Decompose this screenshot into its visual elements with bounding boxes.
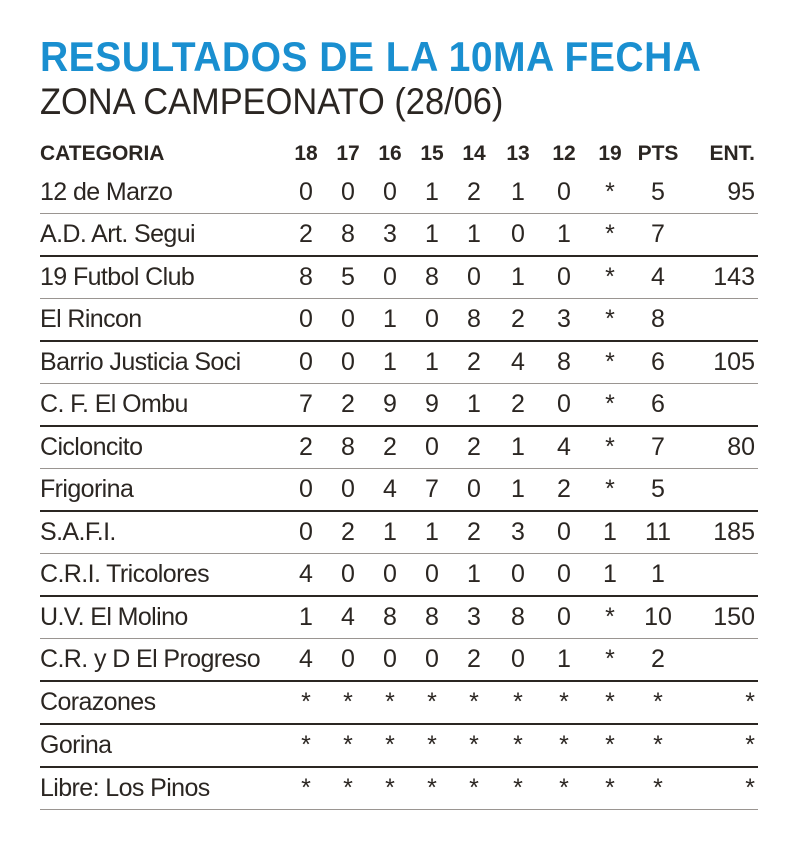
table-row [40,384,758,427]
score-cell: 2 [495,299,541,342]
score-cell: * [587,384,633,427]
score-cell: * [541,681,587,724]
score-cell: 4 [369,469,411,512]
score-cell: * [327,681,369,724]
score-cell: * [369,767,411,810]
header-col-16: 16 [378,142,402,165]
table-row [40,256,758,299]
score-cell: 1 [587,511,633,554]
score-cell: 2 [453,341,495,384]
header-col-18: 18 [294,142,318,165]
score-cell: * [587,724,633,767]
score-cell: * [495,724,541,767]
ent-cell: * [683,724,758,767]
team-name: A.D. Art. Segui [40,214,285,257]
table-row [40,724,758,767]
score-cell: * [285,767,327,810]
ent-cell [683,469,758,512]
pts-cell: * [633,767,683,810]
score-cell: 0 [285,172,327,214]
table-row [40,299,758,342]
score-cell: 9 [369,384,411,427]
score-cell: 1 [587,554,633,597]
results-panel [40,34,758,810]
ent-cell: 80 [683,426,758,469]
team-name: Gorina [40,724,285,767]
pts-cell: 10 [633,596,683,639]
score-cell: 7 [411,469,453,512]
score-cell: 4 [285,639,327,682]
score-cell: 2 [327,511,369,554]
score-cell: 2 [453,426,495,469]
ent-cell: 185 [683,511,758,554]
ent-cell: 95 [683,172,758,214]
score-cell: 8 [327,214,369,257]
score-cell: * [369,681,411,724]
score-cell: 0 [285,511,327,554]
score-cell: 0 [327,469,369,512]
pts-cell: 8 [633,299,683,342]
score-cell: 0 [369,172,411,214]
score-cell: 0 [411,426,453,469]
score-cell: * [369,724,411,767]
pts-cell: 5 [633,172,683,214]
score-cell: 1 [495,172,541,214]
table-row [40,554,758,597]
score-cell: 0 [541,172,587,214]
score-cell: 0 [495,639,541,682]
ent-cell [683,384,758,427]
score-cell: * [453,681,495,724]
score-cell: 0 [453,256,495,299]
team-name: Libre: Los Pinos [40,767,285,810]
score-cell: * [587,681,633,724]
score-cell: 4 [327,596,369,639]
header-col-15: 15 [420,142,444,165]
ent-cell: 105 [683,341,758,384]
score-cell: 3 [369,214,411,257]
ent-cell: 143 [683,256,758,299]
pts-cell: 7 [633,426,683,469]
score-cell: 0 [495,554,541,597]
ent-cell [683,554,758,597]
score-cell: 0 [411,554,453,597]
score-cell: 2 [285,426,327,469]
pts-cell: 4 [633,256,683,299]
team-name: Barrio Justicia Soci [40,341,285,384]
score-cell: 1 [369,511,411,554]
score-cell: 0 [369,554,411,597]
ent-cell [683,299,758,342]
score-cell: * [541,724,587,767]
score-cell: * [495,681,541,724]
table-row [40,172,758,214]
team-name: 19 Futbol Club [40,256,285,299]
score-cell: * [587,469,633,512]
score-cell: * [285,724,327,767]
header-col-17: 17 [336,142,360,165]
score-cell: 5 [327,256,369,299]
score-cell: * [411,767,453,810]
table-row [40,341,758,384]
table-row [40,511,758,554]
pts-cell: 6 [633,341,683,384]
team-name: C.R.I. Tricolores [40,554,285,597]
team-name: Frigorina [40,469,285,512]
pts-cell: 5 [633,469,683,512]
score-cell: 2 [327,384,369,427]
header-col-13: 13 [506,142,530,165]
header-pts: PTS [637,142,679,165]
score-cell: * [587,214,633,257]
team-name: 12 de Marzo [40,172,285,214]
pts-cell: 2 [633,639,683,682]
score-cell: * [411,724,453,767]
score-cell: 0 [369,639,411,682]
score-cell: 1 [411,214,453,257]
score-cell: 2 [541,469,587,512]
score-cell: 0 [541,511,587,554]
score-cell: 0 [495,214,541,257]
score-cell: * [587,767,633,810]
score-cell: * [541,767,587,810]
score-cell: 3 [495,511,541,554]
team-name: U.V. El Molino [40,596,285,639]
score-cell: 1 [495,256,541,299]
results-body [40,172,758,810]
score-cell: 2 [369,426,411,469]
header-col-12: 12 [552,142,576,165]
score-cell: 0 [285,341,327,384]
score-cell: 8 [327,426,369,469]
ent-cell [683,214,758,257]
score-cell: 3 [541,299,587,342]
header-col-19: 19 [598,142,622,165]
score-cell: * [327,767,369,810]
score-cell: 8 [411,256,453,299]
score-cell: 1 [453,384,495,427]
score-cell: 1 [495,469,541,512]
score-cell: * [587,639,633,682]
score-cell: * [285,681,327,724]
score-cell: 3 [453,596,495,639]
score-cell: 1 [411,172,453,214]
table-row [40,469,758,512]
ent-cell: * [683,681,758,724]
score-cell: 0 [327,172,369,214]
score-cell: 1 [411,511,453,554]
score-cell: 0 [327,639,369,682]
table-row [40,767,758,810]
score-cell: 2 [453,639,495,682]
score-cell: 0 [369,256,411,299]
score-cell: 0 [541,384,587,427]
score-cell: 0 [541,554,587,597]
table-row [40,214,758,257]
score-cell: 1 [369,341,411,384]
table-row [40,681,758,724]
team-name: Corazones [40,681,285,724]
score-cell: * [495,767,541,810]
score-cell: 2 [285,214,327,257]
team-name: Cicloncito [40,426,285,469]
score-cell: 0 [327,299,369,342]
score-cell: 9 [411,384,453,427]
ent-cell [683,639,758,682]
score-cell: 1 [495,426,541,469]
ent-cell: * [683,767,758,810]
team-name: El Rincon [40,299,285,342]
score-cell: 0 [285,299,327,342]
score-cell: * [411,681,453,724]
score-cell: 4 [541,426,587,469]
score-cell: 4 [495,341,541,384]
score-cell: * [587,299,633,342]
pts-cell: * [633,724,683,767]
score-cell: 8 [495,596,541,639]
score-cell: 1 [453,554,495,597]
table-row [40,426,758,469]
pts-cell: 7 [633,214,683,257]
score-cell: 0 [541,256,587,299]
page-title: RESULTADOS DE LA 10MA FECHA [40,33,702,80]
score-cell: 0 [541,596,587,639]
score-cell: 0 [285,469,327,512]
table-row [40,596,758,639]
score-cell: 7 [285,384,327,427]
table-row [40,639,758,682]
header-col-14: 14 [462,142,486,165]
score-cell: 2 [495,384,541,427]
header-row [40,136,758,172]
score-cell: 8 [285,256,327,299]
score-cell: * [587,256,633,299]
ent-cell: 150 [683,596,758,639]
header-categoria: CATEGORIA [40,142,165,165]
score-cell: 1 [541,639,587,682]
score-cell: 0 [453,469,495,512]
team-name: C. F. El Ombu [40,384,285,427]
score-cell: 8 [453,299,495,342]
score-cell: 4 [285,554,327,597]
score-cell: 8 [369,596,411,639]
score-cell: 1 [453,214,495,257]
score-cell: * [587,172,633,214]
pts-cell: 6 [633,384,683,427]
team-name: C.R. y D El Progreso [40,639,285,682]
score-cell: 0 [411,299,453,342]
score-cell: 2 [453,511,495,554]
pts-cell: 11 [633,511,683,554]
score-cell: 8 [411,596,453,639]
score-cell: 2 [453,172,495,214]
score-cell: * [453,767,495,810]
score-cell: * [327,724,369,767]
score-cell: 0 [327,341,369,384]
score-cell: 0 [327,554,369,597]
header-ent: ENT. [709,142,755,165]
pts-cell: 1 [633,554,683,597]
score-cell: 1 [369,299,411,342]
score-cell: * [587,426,633,469]
score-cell: 0 [411,639,453,682]
score-cell: * [453,724,495,767]
score-cell: * [587,596,633,639]
score-cell: 1 [411,341,453,384]
score-cell: 1 [285,596,327,639]
score-cell: 8 [541,341,587,384]
team-name: S.A.F.I. [40,511,285,554]
score-cell: * [587,341,633,384]
pts-cell: * [633,681,683,724]
page-subtitle: ZONA CAMPEONATO (28/06) [40,81,504,122]
score-cell: 1 [541,214,587,257]
results-table [40,136,758,810]
